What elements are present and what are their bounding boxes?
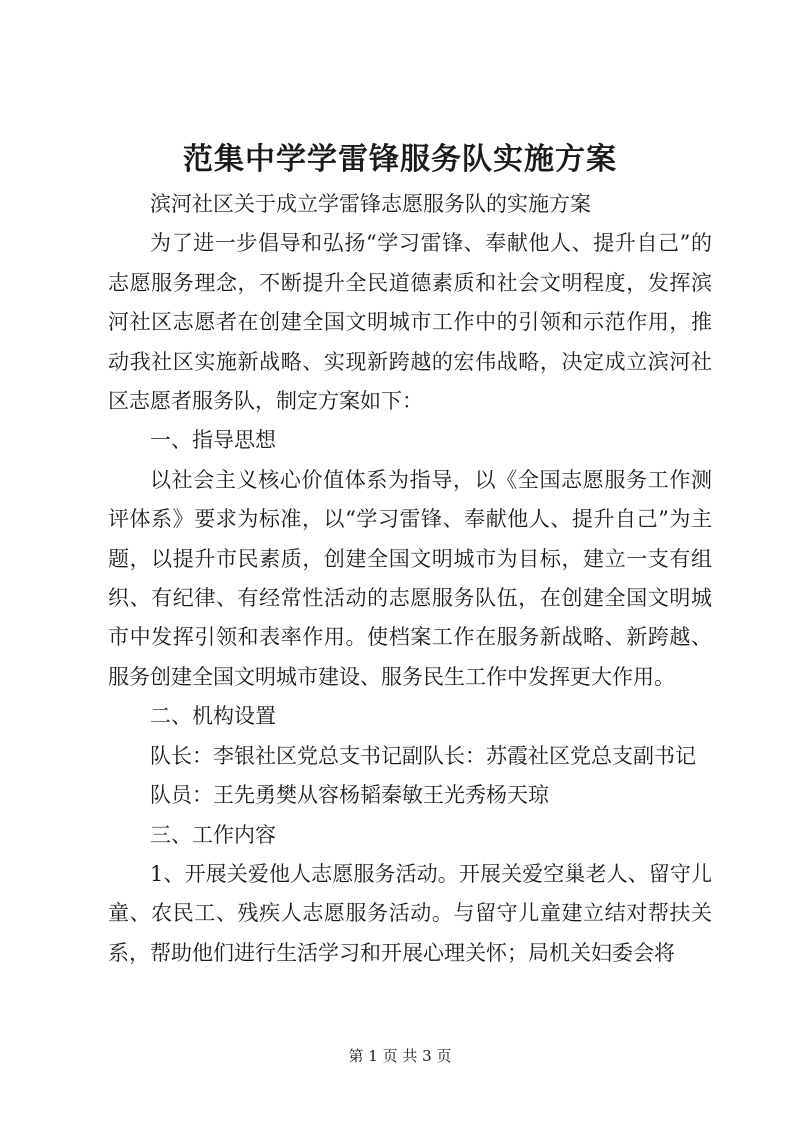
- paragraph-work-item-1: 1、开展关爱他人志愿服务活动。开展关爱空巢老人、留守儿童、农民工、残疾人志愿服务活动。与留守儿童建立结对帮扶关系，帮助他们进行生活学习和开展心理关怀；局机关妇委会将: [108, 861, 712, 965]
- document-title: 范集中学学雷锋服务队实施方案: [183, 142, 617, 177]
- section-heading-guiding-ideology: 一、指导思想: [150, 428, 276, 453]
- paragraph-members: 队员：王先勇樊从容杨韬秦敏王光秀杨天琼: [150, 783, 549, 808]
- section-heading-work-content: 三、工作内容: [150, 822, 276, 847]
- document-body: [108, 185, 712, 973]
- paragraph-leaders: 队长：李银社区党总支书记副队长：苏霞社区党总支副书记: [150, 743, 696, 768]
- paragraph-guiding-ideology: 以社会主义核心价值体系为指导，以《全国志愿服务工作测评体系》要求为标准，以“学习雷锋、奉献他人、提升自己”为主题，以提升市民素质，创建全国文明城市为目标，建立一支有组织、有纪律、有经常性活动的志愿服务队伍，在创建全国文明城市中发挥引领和表率作用。使档案工作在服务新战略、新跨越、服务创建全国文明城市建设、服务民生工作中发挥更大作用。: [108, 467, 712, 689]
- paragraph-intro: 为了进一步倡导和弘扬“学习雷锋、奉献他人、提升自己”的志愿服务理念，不断提升全民道德素质和社会文明程度，发挥滨河社区志愿者在创建全国文明城市工作中的引领和示范作用，推动我社区实施新战略、实现新跨越的宏伟战略，决定成立滨河社区志愿者服务队，制定方案如下：: [108, 231, 712, 414]
- section-heading-organization: 二、机构设置: [150, 704, 276, 729]
- paragraph-subtitle: 滨河社区关于成立学雷锋志愿服务队的实施方案: [150, 192, 591, 216]
- page-footer: 第 1 页 共 3 页: [348, 1047, 452, 1065]
